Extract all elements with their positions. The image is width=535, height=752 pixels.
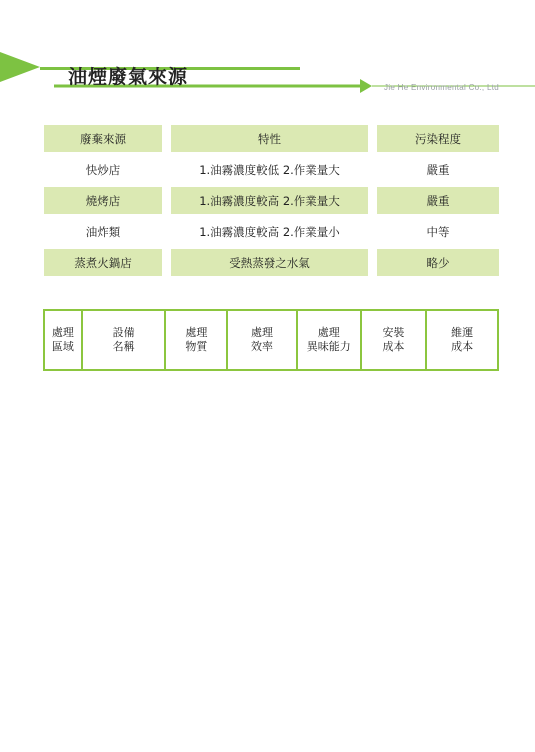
header-device bbox=[82, 310, 166, 370]
header-efficiency bbox=[227, 310, 297, 370]
header-text: 安裝 bbox=[382, 326, 405, 339]
header-text: 成本 bbox=[382, 340, 405, 353]
sources-table-header bbox=[44, 125, 499, 152]
header-text: 維運 bbox=[451, 326, 474, 339]
header-feature: 特性 bbox=[171, 125, 368, 152]
level-cell: 略少 bbox=[377, 249, 499, 276]
header-maintain-cost bbox=[426, 310, 498, 370]
treatment-table-header bbox=[44, 310, 498, 370]
header-text: 處理 bbox=[317, 326, 340, 339]
level-cell: 嚴重 bbox=[377, 187, 499, 214]
header-odor bbox=[297, 310, 361, 370]
feature-cell: 1.油霧濃度較高 2.作業量小 bbox=[171, 218, 368, 245]
level-cell: 中等 bbox=[377, 218, 499, 245]
header-text: 處理 bbox=[51, 326, 74, 339]
source-cell: 快炒店 bbox=[44, 156, 162, 183]
header-source: 廢棄來源 bbox=[44, 125, 162, 152]
header-text: 異味能力 bbox=[306, 340, 351, 353]
feature-cell: 1.油霧濃度較高 2.作業量大 bbox=[171, 187, 368, 214]
header-text: 區域 bbox=[51, 340, 74, 353]
page-header bbox=[0, 50, 535, 110]
header-text: 處理 bbox=[251, 326, 274, 339]
feature-cell: 受熱蒸發之水氣 bbox=[171, 249, 368, 276]
treatment-table bbox=[43, 309, 499, 371]
level-cell: 嚴重 bbox=[377, 156, 499, 183]
company-name: Jie He Environmental Co., Ltd bbox=[384, 83, 499, 92]
feature-cell: 1.油霧濃度較低 2.作業量大 bbox=[171, 156, 368, 183]
table-row bbox=[44, 218, 499, 245]
table-row bbox=[44, 187, 499, 214]
header-text: 設備 bbox=[112, 326, 135, 339]
header-area bbox=[44, 310, 82, 370]
sources-table bbox=[44, 121, 499, 280]
header-text: 效率 bbox=[251, 340, 274, 353]
table-row bbox=[44, 249, 499, 276]
header-text: 物質 bbox=[185, 340, 208, 353]
header-text: 處理 bbox=[185, 326, 208, 339]
header-level: 污染程度 bbox=[377, 125, 499, 152]
page-title: 油煙廢氣來源 bbox=[68, 66, 189, 88]
header-text: 成本 bbox=[451, 340, 474, 353]
table-row bbox=[44, 156, 499, 183]
source-cell: 燒烤店 bbox=[44, 187, 162, 214]
source-cell: 蒸煮火鍋店 bbox=[44, 249, 162, 276]
source-cell: 油炸類 bbox=[44, 218, 162, 245]
header-install-cost bbox=[361, 310, 427, 370]
header-text: 名稱 bbox=[112, 340, 135, 353]
header-substance bbox=[165, 310, 227, 370]
